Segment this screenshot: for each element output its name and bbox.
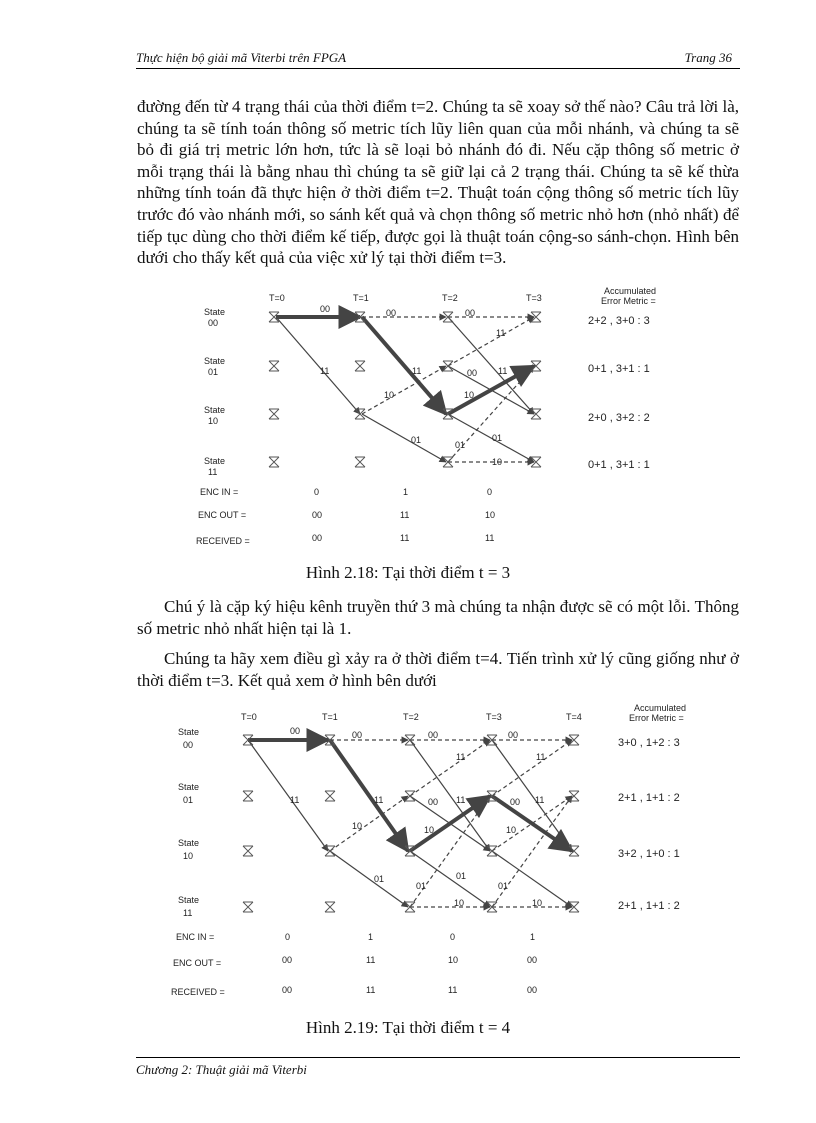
- fig1-time-0: T=0: [269, 293, 285, 303]
- paragraph-1: đường đến từ 4 trạng thái của thời điểm t=2. Chúng ta sẽ xoay sở thế nào? Câu trả lời là, chúng ta sẽ tính toán thông số metric tích lũy liên quan của mỗi nhánh, và chúng ta sẽ bỏ đi giá trị metric lớn hơn, tức là sẽ loại bỏ nhánh đó đi. Nếu cặp thông số metric ở mỗi trạng thái là bằng nhau thì chúng ta sẽ giữ lại cả 2 trạng thái. Chúng ta sẽ kế thừa những tính toán đã thực hiện ở thời điểm t=2. Thuật toán cộng thông số metric tích lũy trước đó vào nhánh mới, so sánh kết quả và chọn thông số metric nhỏ hơn (nhỏ nhất) để tiếp tục dùng cho thời điểm kế tiếp, được gọi là thuật toán cộng-so sánh-chọn. Hình bên dưới cho thấy kết quả của việc xử lý tại thời điểm t=3.: [137, 97, 739, 268]
- fig1-edge-01-00-t2: [448, 317, 534, 366]
- fig1-branch-label: 11: [320, 366, 330, 376]
- fig1-edge-10-01-t1: [362, 366, 446, 414]
- fig2-branch-label: 01: [374, 874, 385, 884]
- fig2-edge: [410, 740, 490, 851]
- fig1-time-3: T=3: [526, 293, 542, 303]
- fig2-row-value: 00: [527, 985, 538, 995]
- fig1-row-value: 00: [312, 510, 323, 520]
- fig1-node: [355, 409, 365, 419]
- fig1-branch-label: 00: [467, 368, 478, 378]
- fig2-accum-header-2: Error Metric =: [629, 713, 684, 723]
- fig1-branch-label: 01: [492, 433, 503, 443]
- fig2-metric-01: 2+1 , 1+1 : 2: [618, 792, 680, 804]
- fig2-branch-label: 00: [428, 797, 439, 807]
- fig2-branch-label: 00: [510, 797, 521, 807]
- fig2-branch-label: 11: [374, 795, 384, 805]
- fig2-state-00-a: State: [178, 727, 200, 737]
- fig2-row-value: 0: [285, 932, 291, 942]
- fig2-branch-label: 11: [535, 795, 545, 805]
- fig2-state-00-b: 00: [183, 740, 194, 750]
- figure-2-19-caption: Hình 2.19: Tại thời điểm t = 4: [305, 1018, 511, 1037]
- fig2-state-11-b: 11: [183, 908, 193, 918]
- fig1-branch-label: 01: [411, 435, 422, 445]
- fig2-node: [243, 846, 253, 856]
- fig1-node: [443, 361, 453, 371]
- fig2-metric-10: 3+2 , 1+0 : 1: [618, 848, 680, 860]
- fig2-node: [325, 846, 335, 856]
- fig1-node: [355, 457, 365, 467]
- fig2-branch-label: 00: [352, 730, 363, 740]
- fig2-branch-label: 10: [352, 821, 363, 831]
- figure-2-19-trellis: [0, 700, 816, 1010]
- fig2-node: [243, 902, 253, 912]
- figure-2-18-trellis: [0, 285, 816, 555]
- fig1-row-value: 00: [312, 533, 323, 543]
- fig2-time-2: T=2: [403, 712, 419, 722]
- fig2-row-value: 11: [366, 955, 376, 965]
- fig2-branch-label: 01: [456, 871, 467, 881]
- page-header: [136, 46, 740, 69]
- fig2-branch-label: 10: [454, 898, 465, 908]
- fig2-state-10-b: 10: [183, 851, 194, 861]
- fig1-row-label-enc-out: ENC OUT =: [198, 510, 247, 520]
- fig1-row-value: 0: [487, 487, 493, 497]
- fig1-edge-00-10-t0: [276, 317, 360, 414]
- fig1-branch-label: 10: [464, 390, 475, 400]
- fig2-branch-label: 11: [456, 795, 466, 805]
- fig2-node: [487, 846, 497, 856]
- fig2-time-3: T=3: [486, 712, 502, 722]
- fig1-row-value: 10: [485, 510, 496, 520]
- fig2-row-label-enc-out: ENC OUT =: [173, 958, 222, 968]
- fig2-state-01-a: State: [178, 782, 200, 792]
- fig1-row-label-received: RECEIVED =: [196, 536, 250, 546]
- fig2-edge: [492, 740, 572, 796]
- fig1-branch-label: 11: [496, 328, 506, 338]
- fig1-branch-label: 10: [492, 457, 503, 467]
- fig2-branch-label: 00: [290, 726, 301, 736]
- paragraph-2: Chú ý là cặp ký hiệu kênh truyền thứ 3 mà chúng ta nhận được sẽ có một lỗi. Thông số metric nhỏ nhất hiện tại là 1.: [137, 597, 739, 638]
- fig2-branch-label: 00: [428, 730, 439, 740]
- fig1-branch-label: 00: [320, 304, 331, 314]
- fig2-node: [405, 791, 415, 801]
- fig1-edge-00-10-t2: [448, 317, 534, 414]
- fig2-branch-label: 11: [456, 752, 466, 762]
- fig1-edge-10-11-t2: [448, 414, 534, 462]
- fig2-branch-label: 10: [424, 825, 435, 835]
- fig1-row-value: 11: [400, 510, 410, 520]
- fig1-metric-11: 0+1 , 3+1 : 1: [588, 459, 650, 471]
- fig2-node: [569, 791, 579, 801]
- fig1-accum-header-1: Accumulated: [604, 286, 657, 296]
- fig1-node: [531, 409, 541, 419]
- fig1-branch-label: 11: [412, 366, 422, 376]
- fig1-state-01-a: State: [204, 356, 226, 366]
- fig1-row-label-enc-in: ENC IN =: [200, 487, 239, 497]
- fig2-edge: [330, 796, 408, 851]
- page-footer: [136, 1057, 740, 1078]
- figure-2-18-caption: Hình 2.18: Tại thời điểm t = 3: [305, 563, 511, 582]
- fig2-row-value: 0: [450, 932, 456, 942]
- fig1-row-value: 1: [403, 487, 409, 497]
- fig2-row-value: 1: [530, 932, 536, 942]
- fig1-metric-00: 2+2 , 3+0 : 3: [588, 315, 650, 327]
- fig2-row-value: 00: [282, 955, 293, 965]
- page-number: Trang 36: [684, 50, 732, 65]
- fig2-edge: [248, 740, 328, 851]
- fig1-node: [269, 457, 279, 467]
- fig1-branch-label: 11: [498, 366, 508, 376]
- fig2-time-4: T=4: [566, 712, 582, 722]
- fig1-state-10-b: 10: [208, 416, 219, 426]
- fig2-row-value: 11: [448, 985, 458, 995]
- fig2-edge: [330, 740, 408, 851]
- fig1-edge-00-10-t1: [362, 317, 446, 414]
- fig2-row-label-enc-in: ENC IN =: [176, 932, 215, 942]
- fig1-metric-01: 0+1 , 3+1 : 1: [588, 363, 650, 375]
- fig2-state-10-a: State: [178, 838, 200, 848]
- fig1-node: [355, 361, 365, 371]
- fig2-branch-label: 11: [536, 752, 546, 762]
- fig2-row-value: 00: [527, 955, 538, 965]
- fig1-node: [269, 409, 279, 419]
- fig1-state-00-b: 00: [208, 318, 219, 328]
- fig2-branch-label: 10: [532, 898, 543, 908]
- fig1-state-01-b: 01: [208, 367, 219, 377]
- fig2-branch-label: 10: [506, 825, 517, 835]
- header-title: Thực hiện bộ giải mã Viterbi trên FPGA: [136, 50, 347, 65]
- fig1-edge-10-11-t1: [362, 414, 446, 462]
- fig2-node: [243, 791, 253, 801]
- fig1-metric-10: 2+0 , 3+2 : 2: [588, 412, 650, 424]
- fig2-node: [325, 791, 335, 801]
- fig2-accum-header-1: Accumulated: [634, 703, 687, 713]
- fig1-branch-label: 10: [384, 390, 395, 400]
- fig2-branch-label: 11: [290, 795, 300, 805]
- fig1-node: [269, 361, 279, 371]
- fig2-branch-label: 01: [416, 881, 427, 891]
- fig2-branch-label: 00: [508, 730, 519, 740]
- fig1-time-2: T=2: [442, 293, 458, 303]
- fig1-accum-header-2: Error Metric =: [601, 296, 656, 306]
- fig2-metric-00: 3+0 , 1+2 : 3: [618, 737, 680, 749]
- fig2-state-11-a: State: [178, 895, 200, 905]
- fig2-edge: [410, 851, 490, 907]
- fig2-node: [325, 902, 335, 912]
- fig1-branch-label: 00: [386, 308, 397, 318]
- fig2-edge: [492, 740, 572, 851]
- fig1-branch-label: 01: [455, 440, 466, 450]
- paragraph-3: Chúng ta hãy xem điều gì xảy ra ở thời điểm t=4. Tiến trình xử lý cũng giống như ở thời điểm t=3. Kết quả xem ở hình bên dưới: [137, 649, 739, 690]
- fig2-row-value: 10: [448, 955, 459, 965]
- fig2-time-1: T=1: [322, 712, 338, 722]
- fig2-state-01-b: 01: [183, 795, 194, 805]
- fig2-time-0: T=0: [241, 712, 257, 722]
- fig2-edge: [330, 851, 408, 907]
- fig2-edge: [410, 740, 490, 796]
- fig1-state-00-a: State: [204, 307, 226, 317]
- fig2-row-label-received: RECEIVED =: [171, 987, 225, 997]
- fig1-state-10-a: State: [204, 405, 226, 415]
- fig1-row-value: 11: [485, 533, 495, 543]
- fig1-row-value: 11: [400, 533, 410, 543]
- fig1-time-1: T=1: [353, 293, 369, 303]
- footer-chapter: Chương 2: Thuật giải mã Viterbi: [136, 1062, 307, 1077]
- fig2-row-value: 1: [368, 932, 374, 942]
- fig1-state-11-b: 11: [208, 467, 218, 477]
- fig2-row-value: 00: [282, 985, 293, 995]
- fig1-row-value: 0: [314, 487, 320, 497]
- fig1-branch-label: 00: [465, 308, 476, 318]
- fig2-branch-label: 01: [498, 881, 509, 891]
- fig2-row-value: 11: [366, 985, 376, 995]
- fig1-state-11-a: State: [204, 456, 226, 466]
- fig2-metric-11: 2+1 , 1+1 : 2: [618, 900, 680, 912]
